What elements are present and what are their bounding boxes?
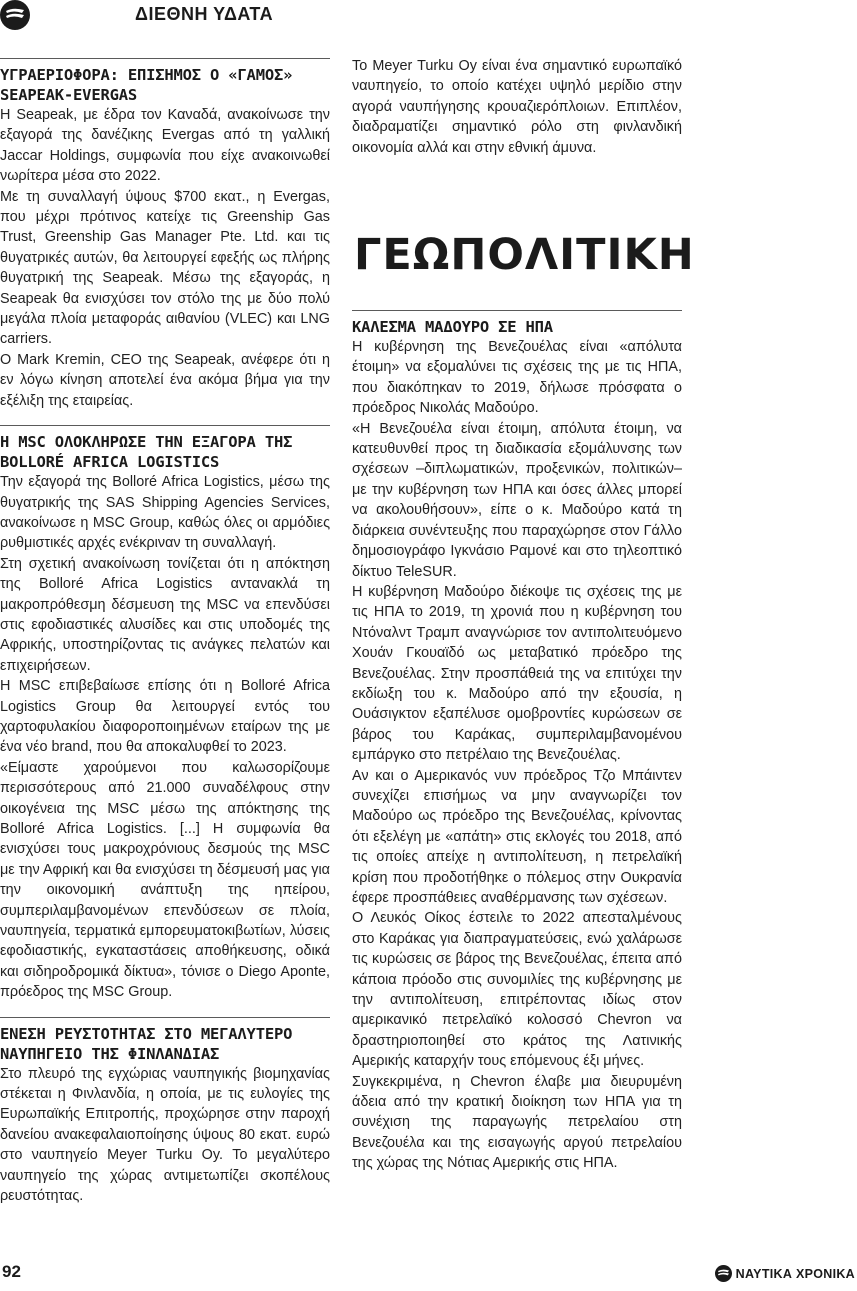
paragraph: Στο πλευρό της εγχώριας ναυπηγικής βιομηχανίας στέκεται η Φινλανδία, η οποία, με τις ευλογίες της Ευρωπαϊκής Επιτροπής, προχώρησε στην παροχή δανείου ανακεφαλαιοποίησης ύψους 80 εκατ. ευρώ στο ναυπηγείο Meyer Turku Oy. Το μεγαλύτερο ναυπηγείο της χώρας αντιμετωπίζει σκοπέλους ρευστότητας. bbox=[0, 1065, 330, 1205]
ship-wave-icon bbox=[0, 0, 30, 30]
paragraph: Η Seapeak, με έδρα τον Καναδά, ανακοίνωσε την εξαγορά της δανέζικης Evergas από τη γαλλική Jaccar Holdings, συμφωνία που είχε ανακοινωθεί νωρίτερα μέσα στο 2022. bbox=[0, 107, 330, 185]
paragraph: Στη σχετική ανακοίνωση τονίζεται ότι η απόκτηση της Bolloré Africa Logistics αντανακλά τη μακροπρόθεσμη δέσμευση της MSC να επενδύσει στις εφοδιαστικές αλυσίδες και στις υποδομές της Αφρικής, υποστηρίζοντας τις ανάγκες πελατών και επιχειρήσεων. bbox=[0, 555, 330, 674]
section-heading-geopolitics: ΓΕΩΠΟΛΙΤΙΚΗ bbox=[354, 230, 695, 281]
article-msc bbox=[0, 425, 330, 1003]
right-column bbox=[352, 56, 695, 1188]
paragraph: Η MSC επιβεβαίωσε επίσης ότι η Bolloré Africa Logistics Group θα λειτουργεί εντός του χαρτοφυλακίου διαφοροποιημένων εταίρων της με ένα νέο brand, που θα αποκαλυφθεί το 2023. bbox=[0, 678, 330, 756]
divider bbox=[0, 425, 330, 426]
ship-wave-icon bbox=[715, 1265, 732, 1282]
paragraph: «Η Βενεζουέλα είναι έτοιμη, απόλυτα έτοιμη, να κατευθυνθεί προς τη διαδικασία εξομάλυνσης των σχέσεων –διπλωματικών, προξενικών, πολιτικών– με την κυβέρνηση των ΗΠΑ και όσες άλλες μπορεί να ακολουθήσουν», είπε ο κ. Μαδούρο κατά τη διάρκεια συνέντευξης που παραχώρησε στον Γάλλο δημοσιογράφο Ιγκνάσιο Ραμονέ και στο τηλεοπτικό δίκτυο TeleSUR. bbox=[352, 420, 682, 580]
section-title: ΔΙΕΘΝΗ ΥΔΑΤΑ bbox=[135, 4, 274, 24]
paragraph: Ο Λευκός Οίκος έστειλε το 2022 απεσταλμένους στο Καράκας για διαπραγματεύσεις, ενώ χαλάρωσε τις κυρώσεις σε βάρος της Βενεζουέλας, έπειτα από κάποια πρόοδο στις συνομιλίες της κυβέρνησης με την αντιπολίτευση, επιτρέποντας ιδίως στον αμερικανικό πετρελαϊκό κολοσσό Chevron να δραστηριοποιηθεί στο κράτος της Λατινικής Αμερικής καταρχήν τους επόμενους έξι μήνες. bbox=[352, 910, 682, 1070]
article-finland bbox=[0, 1017, 330, 1207]
article-title: Η MSC ΟΛΟΚΛΗΡΩΣΕ ΤΗΝ ΕΞΑΓΟΡΑ ΤΗΣ BOLLORÉ AFRICA LOGISTICS bbox=[0, 433, 293, 472]
article-title: ΕΝΕΣΗ ΡΕΥΣΤΟΤΗΤΑΣ ΣΤΟ ΜΕΓΑΛΥΤΕΡΟ ΝΑΥΠΗΓΕΙΟ ΤΗΣ ΦΙΝΛΑΝΔΙΑΣ bbox=[0, 1024, 293, 1063]
paragraph: Συγκεκριμένα, η Chevron έλαβε μια διευρυμένη άδεια από την κρατική διοίκηση των ΗΠΑ για τη συνέχιση της παραγωγής πετρελαίου στη Βενεζουέλα και της εισαγωγής αργού πετρελαίου της χώρας της Νότιας Αμερικής στις ΗΠΑ. bbox=[352, 1073, 682, 1172]
article-maduro bbox=[352, 310, 682, 1174]
magazine-name: ΝΑΥΤΙΚΑ ΧΡΟΝΙΚΑ bbox=[735, 1266, 855, 1281]
divider bbox=[0, 1017, 330, 1018]
paragraph: «Είμαστε χαρούμενοι που καλωσορίζουμε περισσότερους από 21.000 συναδέλφους στην οικογένεια της MSC μέσω της απόκτησης της Bolloré Africa Logistics. [...] Η συμφωνία θα ενισχύσει τους μακροχρόνιους δεσμούς της MSC με την Αφρική και θα ενισχύσει τη δέσμευσή μας για την οικονομική ανάπτυξη της ηπείρου, συμπεριλαμβανομένων επενδύσεων σε πλοία, ναυπηγεία, τερματικά εμπορευματοκιβωτίων, λύσεις εφοδιαστικής, εγκαταστάσεις αποθήκευσης, οδικά και σιδηροδρομικά δίκτυα», τόνισε ο Diego Aponte, πρόεδρος της MSC Group. bbox=[0, 759, 330, 1001]
paragraph: Την εξαγορά της Bolloré Africa Logistics, μέσω της θυγατρικής της SAS Shipping Agencies Services, ανακοίνωσε η MSC Group, καθώς όλες οι αρμόδιες ρυθμιστικές αρχές ενέκριναν τη συναλλαγή. bbox=[0, 474, 330, 552]
divider bbox=[0, 58, 330, 59]
article-title: ΚΑΛΕΣΜΑ ΜΑΔΟΥΡΟ ΣΕ ΗΠΑ bbox=[352, 318, 553, 337]
page-header bbox=[0, 0, 857, 34]
paragraph-continued: Το Meyer Turku Oy είναι ένα σημαντικό ευρωπαϊκό ναυπηγείο, το οποίο κατέχει υψηλό μερίδιο στην αγορά ναυπήγησης κρουαζιερόπλοιων. Επιπλέον, διαδραματίζει σημαντικό ρόλο στη φινλανδική οικονομία αλλά και στην εθνική άμυνα. bbox=[352, 58, 682, 156]
paragraph: Με τη συναλλαγή ύψους $700 εκατ., η Evergas, που μέχρι πρότινος κατείχε τις Greenship Gas Trust, Greenship Gas Manager Pte. Ltd. και τις θυγατρικές αυτών, θα λειτουργεί εφεξής ως πλήρης θυγατρική της Seapeak. Μέσω της εξαγοράς, η Seapeak θα ενισχύσει τον στόλο της με δύο πολύ μεγάλα πλοία μεταφοράς αιθανίου (VLEC) και LNG carriers. bbox=[0, 188, 330, 348]
article-seapeak bbox=[0, 58, 330, 411]
paragraph: Ο Mark Kremin, CEO της Seapeak, ανέφερε ότι η εν λόγω κίνηση αποτελεί ένα ακόμα βήμα για την εξέλιξη της εταιρείας. bbox=[0, 351, 330, 409]
article-title: ΥΓΡΑΕΡΙΟΦΟΡΑ: ΕΠΙΣΗΜΟΣ Ο «ΓΑΜΟΣ» SEAPEAK-EVERGAS bbox=[0, 66, 293, 104]
magazine-footer bbox=[715, 1265, 855, 1282]
paragraph: Η κυβέρνηση της Βενεζουέλας είναι «απόλυτα έτοιμη» να εξομαλύνει τις σχέσεις της με τις ΗΠΑ, που διακόπηκαν το 2019, δήλωσε πρόσφατα ο πρόεδρος Νικολάς Μαδούρο. bbox=[352, 339, 682, 417]
paragraph: Η κυβέρνηση Μαδούρο διέκοψε τις σχέσεις της με τις ΗΠΑ το 2019, τη χρονιά που η κυβέρνηση του Ντόναλντ Τραμπ αναγνώρισε τον αντιπολιτευόμενο Χουάν Γκουαϊδό ως μεταβατικό πρόεδρο της Βενεζουέλας. Στην προσπάθειά της να επιτύχει την εκδίωξη του κ. Μαδούρο από την εξουσία, η Ουάσιγκτον εξαπέλυσε ομοβροντίες κυρώσεων σε βάρος του Καράκας, συμπεριλαμβανομένου εμπάργκο στο πετρέλαιο της Βενεζουέλας. bbox=[352, 583, 682, 764]
page-number: 92 bbox=[2, 1262, 21, 1281]
divider bbox=[352, 310, 682, 311]
paragraph: Αν και ο Αμερικανός νυν πρόεδρος Τζο Μπάιντεν συνεχίζει επισήμως να μην αναγνωρίζει τον Μαδούρο ως πρόεδρο της Βενεζουέλας, κρίνοντας ότι εξελέγη με «απάτη» στις εκλογές του 2018, από τις οποίες απείχε η αντιπολίτευση, η πετρελαϊκή κρίση που προδοτήθηκε ο πόλεμος στην Ουκρανία έφερε προσπάθειες αναθέρμανσης των σχέσεων. bbox=[352, 767, 682, 906]
left-column bbox=[0, 58, 330, 1221]
